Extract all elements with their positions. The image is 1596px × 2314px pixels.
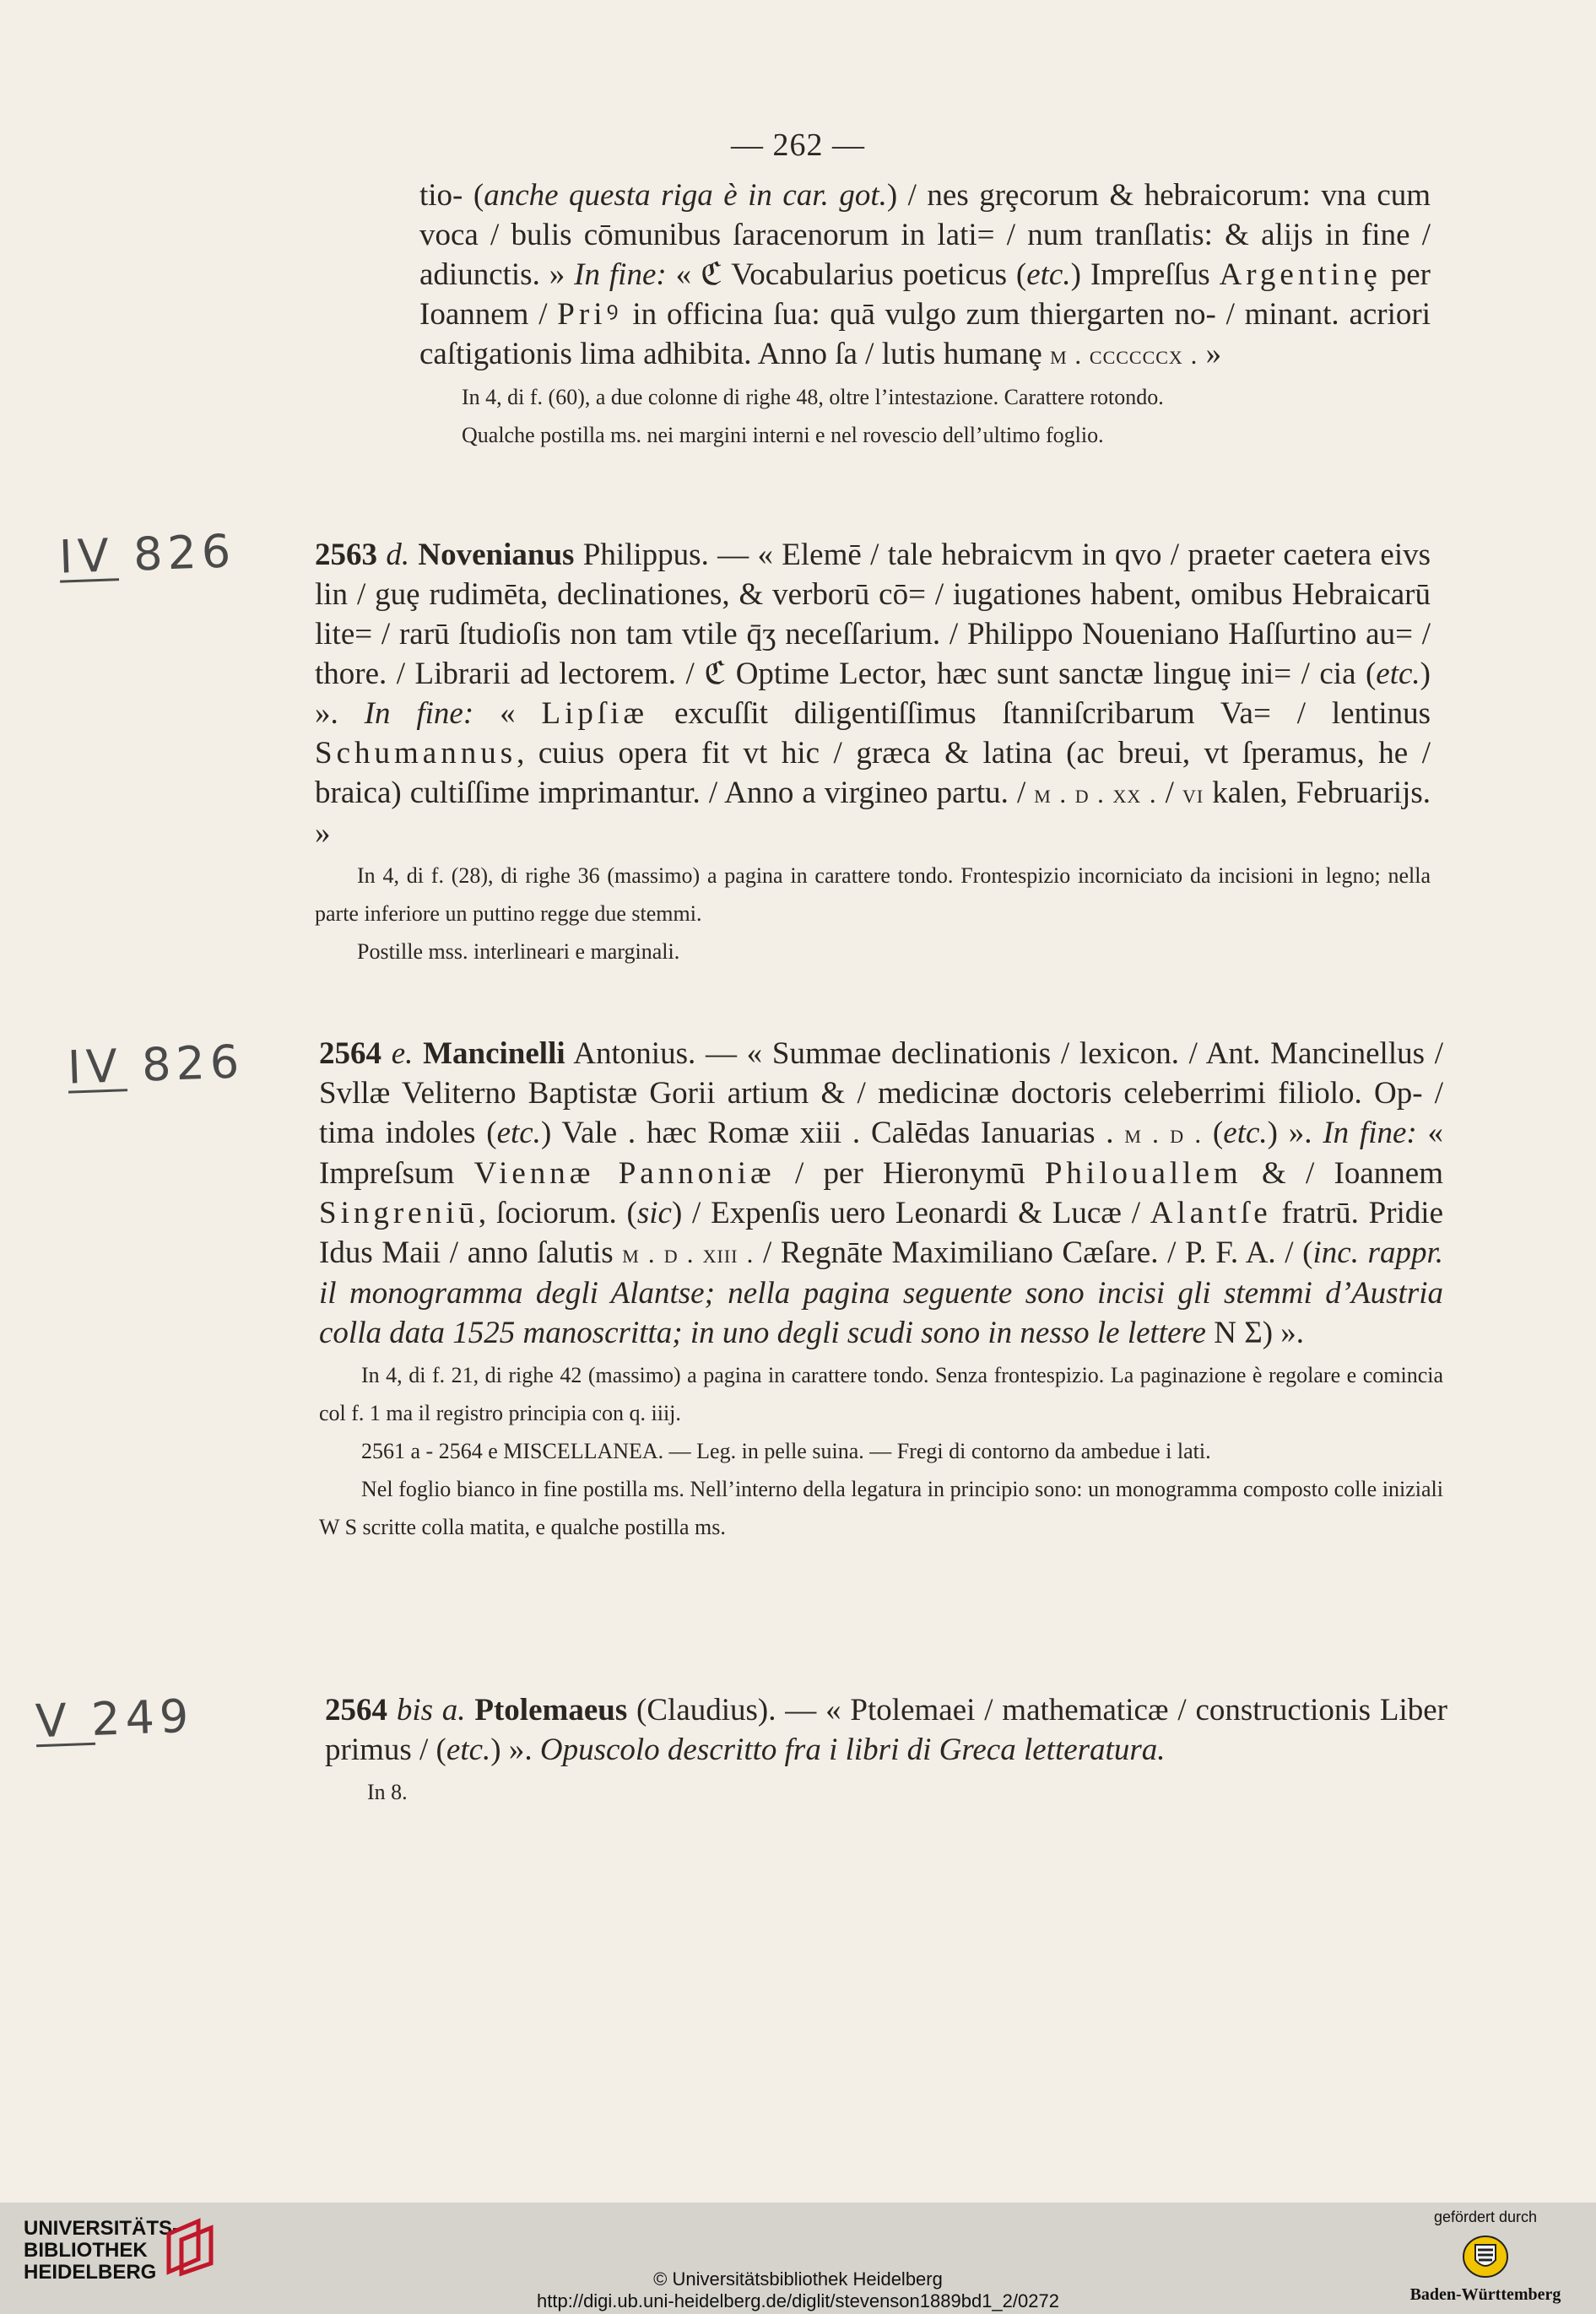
text-run: Philouallem: [1044, 1156, 1242, 1191]
entry-number: 2564: [319, 1036, 381, 1071]
text-run: m . d . xiii .: [622, 1239, 755, 1268]
funded-by-label: gefördert durch: [1433, 2209, 1538, 2225]
text-run: / per Hieronymū: [775, 1156, 1045, 1191]
shelfmark-annotation: IV 826: [66, 1035, 246, 1095]
copyright-text: © Universitätsbibliothek Heidelberg: [653, 2268, 943, 2290]
text-run: Alantſe: [1150, 1196, 1272, 1230]
text-run: ) / nes grȩcorum & hebraicorum: vna cum voca / bulis cōmunibus ſaracenorum in lati= / num tranſlatis: & alijs in fine / adiunctis. »: [419, 178, 1431, 292]
entry-text: [319, 1034, 1443, 1353]
text-run: Viennæ Pannoniæ: [473, 1156, 776, 1191]
text-run: Philippus. — « Elemē / tale hebraicvm in qvo / praeter caetera eivs lin / guȩ rudimēta, declinationes, & verborū cō= / iugationes habent, omibus Hebraicarū lite= / rarū ſtudioſis non tam vtile q̄ʒ neceſſarium. / Philippo Noueniano Haſſurtino au= / thore. / Librarii ad lectorem. / ℭ Optime Lector, hæc sunt sanctæ linguȩ ini= / cia (: [315, 538, 1431, 691]
text-run: ) ».: [315, 657, 1431, 731]
funder-name: Baden-Württemberg: [1409, 2285, 1561, 2304]
text-run: , cuius opera fit vt hic / græca & latina (ac breui, vt ſperamus, he / braica) cultiſſime imprimantur. / Anno a virgineo partu. /: [315, 736, 1431, 810]
author-name: Ptolemaeus: [474, 1693, 628, 1727]
text-run: etc.: [1026, 257, 1071, 292]
bibliographic-note: Postille mss. interlineari e marginali.: [357, 939, 680, 964]
text-run: inc. rappr. il monogramma degli Alantse; nella pagina seguente sono incisi gli stemmi d’Austria colla data 1525 manoscritta; in uno degli scudi sono in nesso le lettere: [319, 1235, 1444, 1350]
author-name: Mancinelli: [423, 1036, 565, 1071]
bibliographic-note: In 4, di f. 21, di righe 42 (massimo) a pagina in carattere tondo. Senza frontespizio. La paginazione è regolare e comincia col f. 1 ma il registro principia con q. iiij.: [319, 1363, 1443, 1425]
source-url[interactable]: http://digi.ub.uni-heidelberg.de/diglit/stevenson1889bd1_2/0272: [537, 2290, 1059, 2311]
text-run: excuſſit diligentiſſimus ſtanniſcribarum Va= / lentinus: [648, 696, 1431, 731]
text-run: kalen, Februarijs. »: [315, 776, 1431, 851]
text-run: Argentinȩ: [1219, 257, 1382, 292]
bibliographic-note: Nel foglio bianco in fine postilla ms. Nell’interno della legatura in principio sono: un monogramma composto colle iniziali W S scritte colla matita, e qualche postilla ms.: [319, 1477, 1443, 1539]
text-run: m . ccccccx .: [1050, 340, 1198, 370]
text-run: etc.: [446, 1733, 491, 1767]
text-run: (Claudius). — « Ptolemaei / mathematicæ / constructionis Liber primus / (: [325, 1693, 1447, 1767]
text-run: etc.: [1223, 1116, 1268, 1150]
entry-number: 2564: [325, 1693, 387, 1727]
text-run: Lipſiæ: [541, 696, 649, 731]
text-run: ) ».: [1267, 1116, 1323, 1150]
text-run: vi: [1182, 779, 1204, 808]
bibliographic-note: Qualche postilla ms. nei margini interni e nel rovescio dell’ultimo foglio.: [462, 423, 1104, 447]
continuation-text: [419, 176, 1431, 375]
catalog-entry: [325, 1690, 1447, 1811]
text-run: m . d . xx .: [1034, 779, 1157, 808]
shelfmark-annotation: IV 826: [57, 524, 237, 584]
text-run: m . d .: [1124, 1119, 1203, 1149]
state-emblem-icon: [1460, 2231, 1511, 2282]
text-run: in officina ſua: quā vulgo zum thiergarten no- / minant. acriori caſtigationis lima adhibita. Anno ſa / lutis humanȩ: [419, 297, 1431, 371]
text-run: tio- (: [419, 178, 484, 213]
bibliographic-note: In 4, di f. (28), di righe 36 (massimo) a pagina in carattere tondo. Frontespizio incorniciato da incisioni in legno; nella parte inferiore un puttino regge due stemmi.: [315, 863, 1431, 926]
text-run: sic: [636, 1196, 672, 1230]
text-run: ) ».: [490, 1733, 540, 1767]
entry-suffix: e.: [381, 1036, 424, 1071]
text-run: In fine:: [574, 257, 667, 292]
text-run: Priꝰ: [557, 297, 623, 332]
page-number: — 262 —: [731, 127, 865, 163]
catalog-entry: [319, 1034, 1443, 1546]
entry-notes: [325, 1773, 1447, 1811]
text-run: « ℭ Vocabularius poeticus (: [666, 257, 1027, 292]
text-run: Antonius. — « Summae declinationis / lexicon. / Ant. Mancinellus / Svllæ Veliterno Baptistæ Gorii artium & / medicinæ doctoris celeberrimi filiolo. Op- / tima indoles (: [319, 1036, 1443, 1150]
text-run: N Σ) ».: [1205, 1316, 1305, 1350]
text-run: etc.: [496, 1116, 541, 1150]
entry-suffix: d.: [377, 538, 419, 572]
text-run: anche questa riga è in car. got.: [484, 178, 887, 213]
text-run: Opuscolo descritto fra i libri di Greca letteratura.: [539, 1733, 1166, 1767]
text-run: etc.: [1376, 657, 1420, 691]
text-run: ) Vale . hæc Romæ xiii . Calēdas Ianuarias .: [540, 1116, 1125, 1150]
text-run: «: [473, 696, 542, 731]
entry-notes: [319, 1356, 1443, 1546]
funder-block: [1401, 2209, 1570, 2305]
bibliographic-note: In 4, di f. (60), a due colonne di righe 48, oltre l’intestazione. Carattere rotondo.: [462, 385, 1164, 409]
text-run: ) Impreſſus: [1070, 257, 1220, 292]
text-run: Singreniū: [319, 1196, 479, 1230]
continuation-entry: [419, 176, 1431, 454]
bibliographic-note: 2561 a - 2564 e MISCELLANEA. — Leg. in pelle suina. — Fregi di contorno da ambedue i lati.: [361, 1439, 1211, 1463]
entry-text: [315, 535, 1431, 853]
text-run: (: [1202, 1116, 1224, 1150]
bibliographic-note: In 8.: [367, 1780, 408, 1804]
text-run: / Regnāte Maximiliano Cæſare. / P. F. A. / (: [754, 1235, 1313, 1270]
text-run: fratrū. Pridie Idus Maii / anno ſalutis: [319, 1196, 1444, 1270]
text-run: , ſociorum. (: [478, 1196, 637, 1230]
catalog-entry: [315, 535, 1431, 970]
entry-text: [325, 1690, 1447, 1770]
entry-number: 2563: [315, 538, 377, 572]
author-name: Novenianus: [418, 538, 575, 572]
text-run: In fine:: [364, 696, 474, 731]
text-run: & / Ioannem: [1242, 1156, 1443, 1191]
text-run: ) / Expenſis uero Leonardi & Lucæ /: [671, 1196, 1150, 1230]
shelfmark-annotation: V 249: [34, 1689, 195, 1749]
text-run: In fine:: [1323, 1116, 1417, 1150]
text-run: per Ioannem /: [419, 257, 1431, 332]
text-run: « Impreſsum: [319, 1116, 1444, 1191]
entry-suffix: bis a.: [387, 1693, 475, 1727]
text-run: /: [1156, 776, 1182, 810]
continuation-notes: [419, 378, 1431, 454]
library-logo: UNIVERSITÄTS- BIBLIOTHEK HEIDELBERG: [24, 2217, 180, 2284]
entry-notes: [315, 857, 1431, 970]
text-run: Schumannus: [315, 736, 517, 770]
text-run: »: [1198, 337, 1222, 371]
